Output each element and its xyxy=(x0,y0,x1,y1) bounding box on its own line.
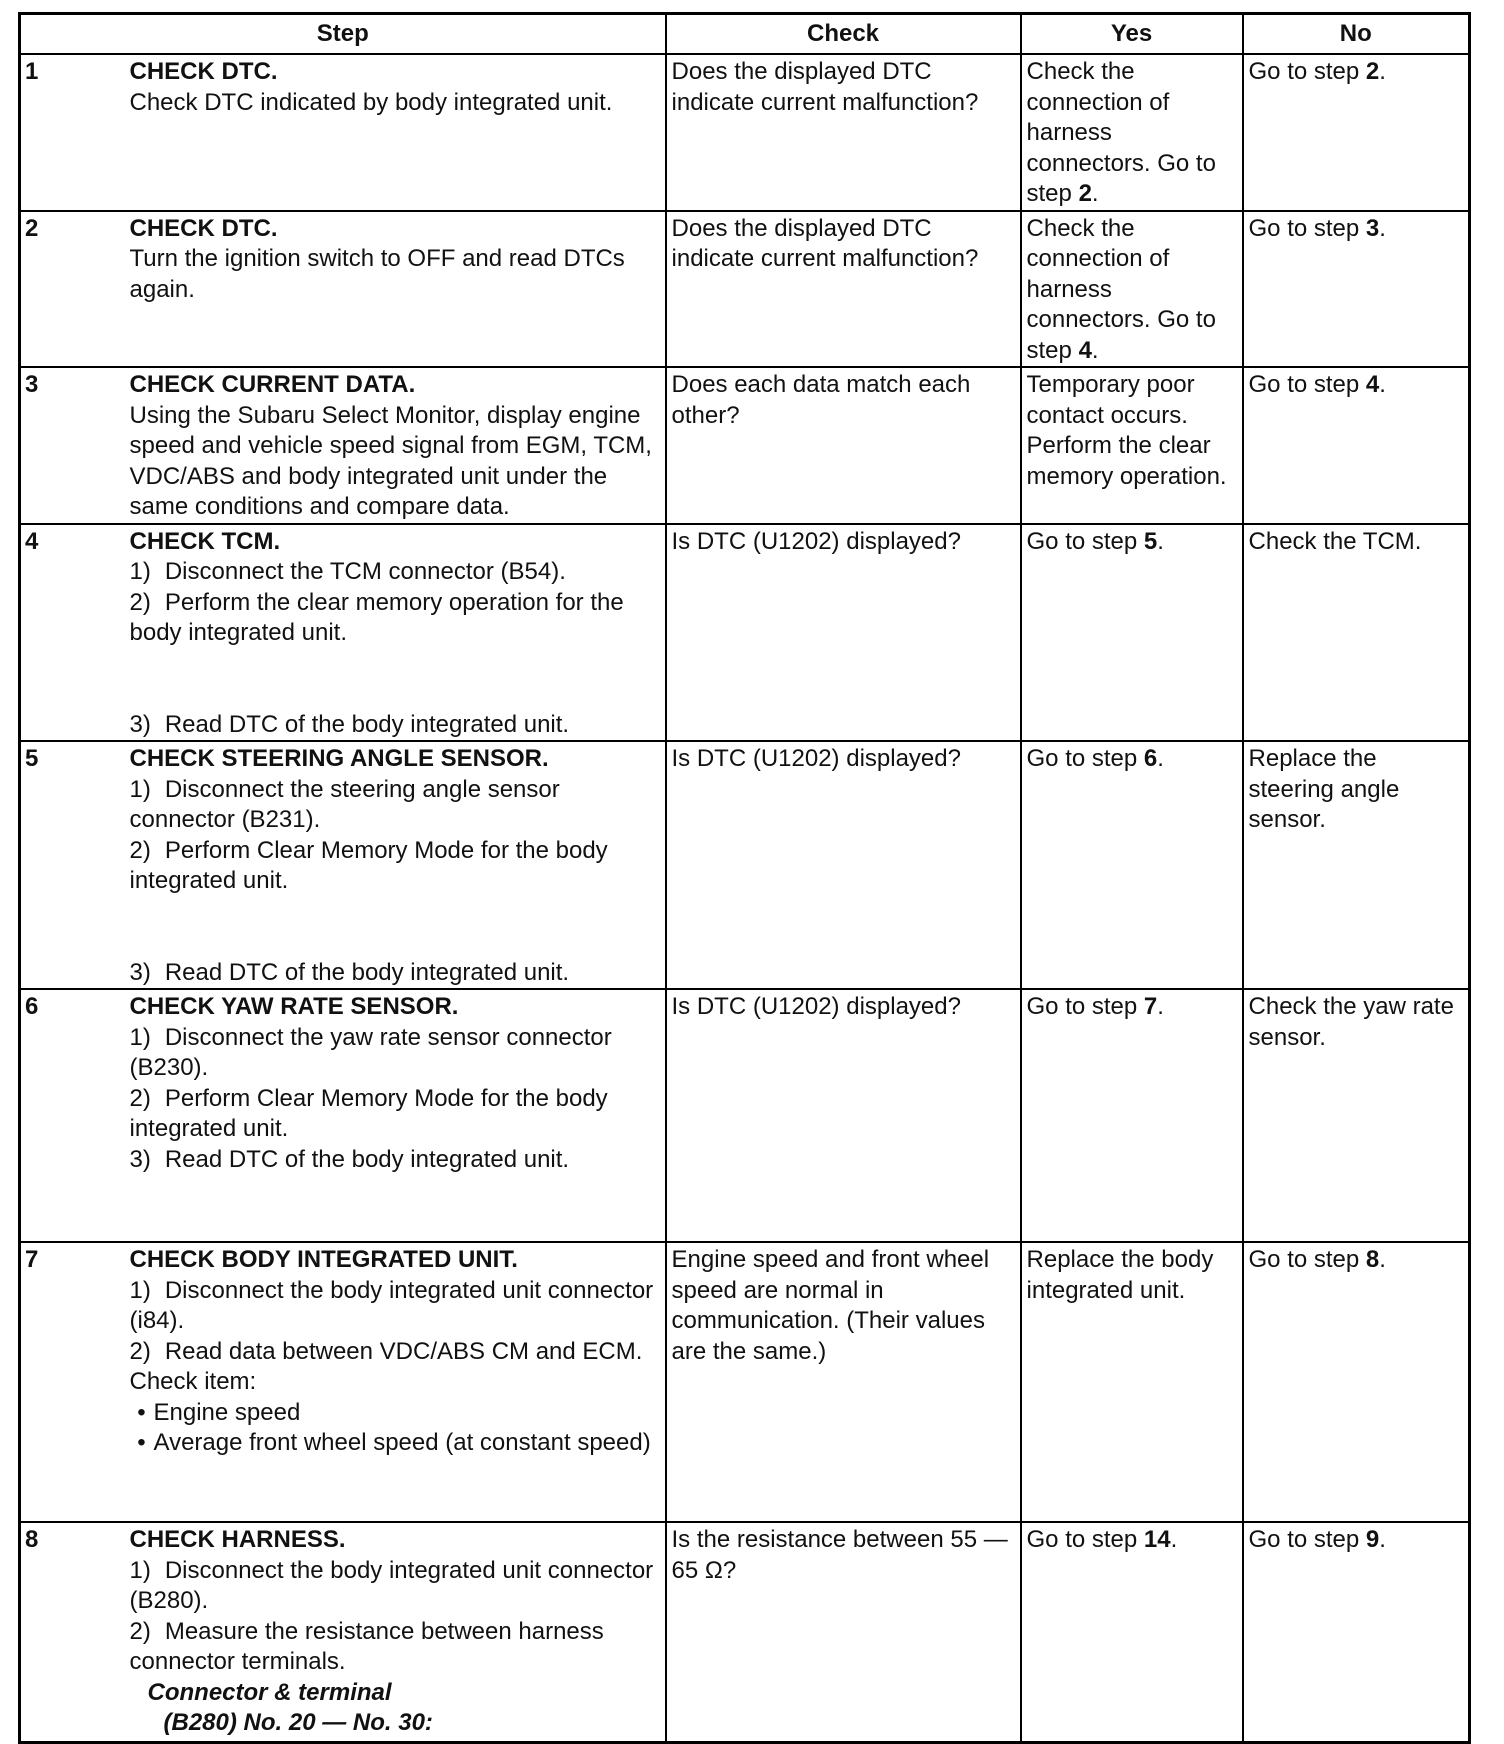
table-row xyxy=(20,367,1470,524)
table-row xyxy=(20,741,1470,989)
yes-cell: Go to step 14. xyxy=(1021,1522,1243,1742)
yes-cell: Check the connection of harness connectors. Go to step 2. xyxy=(1021,54,1243,211)
yes-step-ref: 2 xyxy=(1078,180,1092,207)
no-cell: Go to step 9. xyxy=(1243,1522,1470,1742)
no-step-ref: 4 xyxy=(1365,371,1380,398)
table-row xyxy=(20,524,1470,742)
check-cell: Engine speed and front wheel speed are normal in communication. (Their values are the same.) xyxy=(666,1242,1021,1522)
bullet-item: • Engine speed xyxy=(130,1398,657,1429)
yes-text: Check the connection of harness connectors. Go to step xyxy=(1026,58,1216,207)
step-text: Using the Subaru Select Monitor, display engine speed and vehicle speed signal from EGM, TCM, VDC/ABS and body integrated unit under the same conditions and compare data. xyxy=(129,401,652,520)
no-text: Go to step xyxy=(1248,214,1360,242)
yes-step-ref: 6 xyxy=(1143,745,1158,772)
step-number: 4 xyxy=(20,524,130,742)
sub-step: 2) Measure the resistance between harness connector terminals. xyxy=(129,1617,604,1675)
yes-step-ref: 14 xyxy=(1143,1526,1171,1553)
no-cell: Check the TCM. xyxy=(1243,524,1470,742)
spec-value: (B280) No. 20 — No. 30: xyxy=(163,1709,433,1736)
yes-cell xyxy=(1021,367,1243,524)
sub-step: 2) Read data between VDC/ABS CM and ECM. xyxy=(129,1337,643,1365)
yes-cell: Replace the body integrated unit. xyxy=(1021,1242,1243,1522)
yes-cell: Go to step 6. xyxy=(1021,741,1243,989)
sub-step: 3) Read DTC of the body integrated unit. xyxy=(129,958,570,986)
header-no: No xyxy=(1243,14,1470,55)
step-title: CHECK BODY INTEGRATED UNIT. xyxy=(129,1246,518,1273)
table-row xyxy=(20,1242,1470,1522)
step-title: CHECK TCM. xyxy=(129,527,281,555)
no-text: Go to step xyxy=(1248,1246,1360,1273)
no-step-ref: 2 xyxy=(1365,58,1380,85)
no-cell: Replace the steering angle sensor. xyxy=(1243,741,1470,989)
check-cell: Is the resistance between 55 — 65 Ω? xyxy=(666,1522,1021,1742)
step-number: 2 xyxy=(20,211,130,368)
sub-step: 2) Perform Clear Memory Mode for the body integrated unit. xyxy=(129,1084,608,1142)
no-cell: Go to step 8. xyxy=(1243,1242,1470,1522)
step-description xyxy=(130,741,666,989)
table-row xyxy=(20,54,1470,211)
table-row xyxy=(20,989,1470,1242)
no-step-ref: 9 xyxy=(1365,1526,1380,1553)
table-row xyxy=(20,211,1470,368)
yes-step-ref: 5 xyxy=(1143,527,1158,555)
header-yes: Yes xyxy=(1021,14,1243,55)
step-description xyxy=(130,211,666,368)
no-text: Go to step xyxy=(1248,371,1360,398)
sub-step: 1) Disconnect the body integrated unit connector (i84). xyxy=(129,1276,654,1334)
step-title: CHECK HARNESS. xyxy=(129,1526,346,1553)
yes-cell: Go to step 5. xyxy=(1021,524,1243,742)
sub-step: 3) Read DTC of the body integrated unit. xyxy=(129,1145,570,1173)
no-cell: Go to step 3. xyxy=(1243,211,1470,368)
step-title: CHECK YAW RATE SENSOR. xyxy=(129,993,459,1020)
sub-step: 1) Disconnect the steering angle sensor connector (B231). xyxy=(129,775,560,833)
step-text: Check DTC indicated by body integrated unit. xyxy=(129,88,613,116)
step-description xyxy=(130,367,666,524)
no-step-ref: 3 xyxy=(1365,214,1380,242)
step-number: 7 xyxy=(20,1242,130,1522)
step-number: 6 xyxy=(20,989,130,1242)
step-number: 1 xyxy=(20,54,130,211)
table-row xyxy=(20,1522,1470,1742)
yes-cell: Go to step 7. xyxy=(1021,989,1243,1242)
check-cell: Is DTC (U1202) displayed? xyxy=(666,741,1021,989)
yes-text: Go to step xyxy=(1026,745,1138,772)
sub-step: 1) Disconnect the body integrated unit connector (B280). xyxy=(129,1556,654,1614)
diagnostic-table-container xyxy=(18,12,1471,1744)
step-description xyxy=(130,524,666,742)
step-number: 8 xyxy=(20,1522,130,1742)
bullet-item: • Average front wheel speed (at constant speed) xyxy=(130,1428,657,1459)
yes-cell: Check the connection of harness connectors. Go to step 4. xyxy=(1021,211,1243,368)
no-cell: Go to step 4. xyxy=(1243,367,1470,524)
yes-text: Go to step xyxy=(1026,527,1138,555)
check-cell: Is DTC (U1202) displayed? xyxy=(666,989,1021,1242)
sub-step: 1) Disconnect the TCM connector (B54). xyxy=(129,558,566,585)
yes-text: Go to step xyxy=(1026,993,1138,1020)
no-text: Go to step xyxy=(1248,58,1360,85)
check-cell: Does each data match each other? xyxy=(666,367,1021,524)
sub-step: 2) Perform the clear memory operation for the body integrated unit. xyxy=(129,588,624,646)
no-cell: Check the yaw rate sensor. xyxy=(1243,989,1470,1242)
step-description xyxy=(130,1242,666,1522)
step-title: CHECK STEERING ANGLE SENSOR. xyxy=(129,745,549,772)
diagnostic-procedure-table xyxy=(18,12,1471,1744)
step-number: 5 xyxy=(20,741,130,989)
check-cell: Does the displayed DTC indicate current malfunction? xyxy=(666,54,1021,211)
step-text: Turn the ignition switch to OFF and read DTCs again. xyxy=(129,245,625,303)
yes-step-ref: 4 xyxy=(1078,336,1092,364)
step-description xyxy=(130,989,666,1242)
yes-text: Temporary poor contact occurs. Perform the clear memory operation. xyxy=(1026,371,1227,490)
bullet-icon: • xyxy=(137,1429,146,1456)
bullet-icon: • xyxy=(137,1398,146,1426)
no-cell: Go to step 2. xyxy=(1243,54,1470,211)
step-description xyxy=(130,1522,666,1742)
sub-step: 1) Disconnect the yaw rate sensor connector (B230). xyxy=(129,1023,612,1081)
step-number: 3 xyxy=(20,367,130,524)
step-description xyxy=(130,54,666,211)
yes-text: Check the connection of harness connectors. Go to step xyxy=(1026,214,1216,364)
yes-step-ref: 7 xyxy=(1143,993,1158,1020)
header-row xyxy=(20,14,1470,55)
header-step: Step xyxy=(20,14,666,55)
step-title: CHECK CURRENT DATA. xyxy=(129,371,416,398)
no-step-ref: 8 xyxy=(1365,1246,1380,1273)
header-check: Check xyxy=(666,14,1021,55)
yes-text: Go to step xyxy=(1026,1526,1138,1553)
check-cell: Is DTC (U1202) displayed? xyxy=(666,524,1021,742)
spec-label: Connector & terminal xyxy=(147,1678,392,1706)
step-title: CHECK DTC. xyxy=(129,58,278,85)
sub-step: 2) Perform Clear Memory Mode for the body integrated unit. xyxy=(129,836,608,894)
check-cell: Does the displayed DTC indicate current malfunction? xyxy=(666,211,1021,368)
step-title: CHECK DTC. xyxy=(129,214,278,242)
sub-step: 3) Read DTC of the body integrated unit. xyxy=(129,710,570,738)
check-item-label: Check item: xyxy=(129,1368,257,1395)
no-text: Go to step xyxy=(1248,1526,1360,1553)
